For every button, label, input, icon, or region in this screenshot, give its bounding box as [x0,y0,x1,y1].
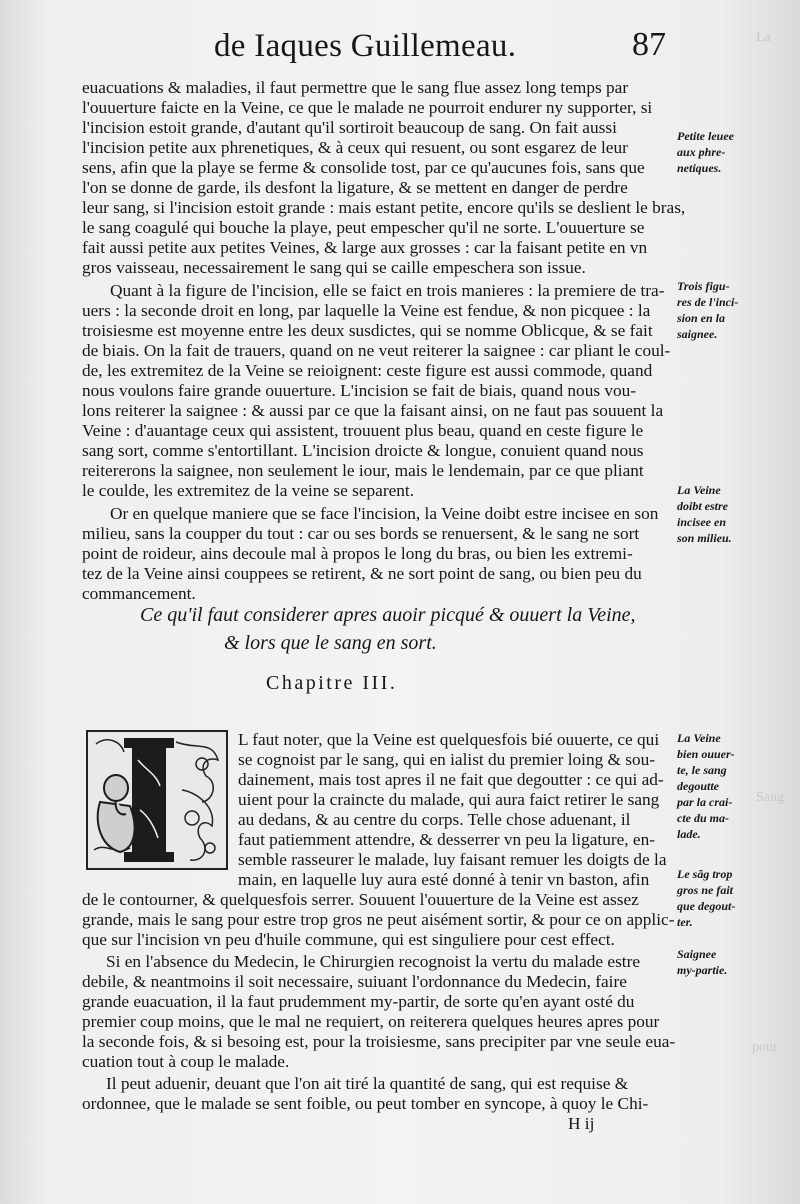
text-line: troisiesme est moyenne entre les deux susdictes, qui se nomme Oblicque, & se fait [82,321,653,340]
bleed-through-text: pour [752,1040,778,1055]
text-line: au dedans, & au centre du corps. Telle chose aduenant, il [238,810,631,829]
text-line: Si en l'absence du Medecin, le Chirurgien recognoist la vertu du malade estre [106,952,641,971]
text-line: Quant à la figure de l'incision, elle se faict en trois manieres : la premiere de tra- [110,281,665,300]
text-line: dainement, mais tost apres il ne fait que degoutter : ce qui ad- [238,770,664,789]
book-page: La Sang pour de Iaques Guillemeau. 87 euacuations & maladies, il faut permettre que le sang flue assez long temps par l'ouuerture faicte en la Veine, ce que le malade ne pourroit endurer ny supporter, si l'incision estoit grande, d'autant qu'il sortiroit beaucoup de sang. On fait aussi l'incision petite aux phrenetiques, & à ceux qui resuent, ou sont esgarez de leur sens, afin que la playe se ferme & consolide tost, par ce qu'aucunes fois, sans que l'on se donne de garde, ils desfont la ligature, & se mettent en danger de perdre leur sang, si l'incision estoit grande : mais estant petite, encore qu'ils se deslient le bras, le sang coagulé qui bouche la playe, peut empescher qu'il ne sorte. L'ouuerture se fait aussi petite aux petites Veines, & large aux grosses : car la faisant petite en vn gros vaisseau, necessairement le sang qui se caille empeschera son issue. Quant à la figure de l'incision, elle se faict en trois manieres : la premiere de tra- uers : la seconde droit en long, par laquelle la Veine est fendue, & non picquee : la troisiesme est moyenne entre les deux susdictes, qui se nomme Oblicque, & se fait de biais. On la fait de trauers, quand on ne veut reiterer la saignee : car pliant le coul- de, les extremitez de la Veine se reioignent: ceste figure est aussi commode, quand nous voulons faire grande ouuerture. L'incision se fait de biais, quand nous vou- lons reiterer la saignee : & aussi par ce que la faisant ainsi, on ne faut pas souuent la Veine : d'auantage ceux qui assistent, trouuent plus beau, quand en ceste figure le sang sort, comme s'entortillant. L'incision droicte & longue, conuient quand nous reitererons la saignee, non seulement le iour, mais le lendemain, par ce que pliant le coulde, les extremitez de la veine se separent. Or en quelque maniere que se face l'incision, la Veine doibt estre incisee en son milieu, sans la coupper du tout : car ou ses bords se renuersent, & le sang ne sort point de roideur, ains decoule mal à propos le long du bras, ou bien les extremi- tez de la Veine ainsi couppees se retirent, & ne sort point de sang, ou bien peu du commancement. Ce qu'il faut considerer apres auoir picqué & ouuert la Veine, & lors que le sang en sort. Chapitre III. L faut noter, que la Veine est quelquesfois bié ouuerte, ce qui se cognoist par le sang, qui en ialist du premier loing & sou- dainement, mais tost apres il ne fait que degoutter : ce qui ad- uient pour la craincte du malade, qui aura faict retirer le sang au dedans, & au centre du corps. Telle chose aduenant, il faut patiemment attendre, & desserrer vn peu la ligature, en- semble rasseurer le malade, luy faisant remuer les doigts de la main, en laquelle luy aura esté donné à tenir vn baston, afin de le contourner, & quelquesfois serrer. Souuent l'ouuerture de la Veine est assez grande, mais le sang pour estre trop gros ne peut aisément sortir, & pour ce on applic- que sur l'incision vn peu d'huile commune, qui est singuliere pour cest effect. Si en l'absence du Medecin, le Chirurgien recognoist la vertu du malade estre debile, & neantmoins il soit necessaire, suiuant l'ordonnance du Medecin, faire grande euacuation, il la faut prudemment my-partir, de sorte qu'en ayant osté du premier coup moins, que le mal ne requiert, on reiterera quelques heures apres pour la seconde fois, & si besoing est, pour la troisiesme, sans precipiter par vne seule eua- cuation tout à coup le malade. Il peut aduenir, deuant que l'on ait tiré la quantité de sang, qui est requise & ordonnee, que le malade se sent foible, ou peut tomber en syncope, à quoy le Chi- H ij Petite leuee aux phre- netiques. Trois figu- res de l'inci- sion en la saignee. La Veine doibt estre incisee en son milieu. La Veine bien ouuer- te, le sang degoutte par la crai- cte du ma- lade. Le sãg trop gros ne fait que degout- ter. Saignee my-partie. [0,0,800,1204]
text-line: ordonnee, que le malade se sent foible, ou peut tomber en syncope, à quoy le Chi- [82,1094,649,1113]
text-line: reitererons la saignee, non seulement le iour, mais le lendemain, par ce que pliant [82,461,644,480]
text-line: Veine : d'auantage ceux qui assistent, trouuent plus beau, quand en ceste figure le [82,421,644,440]
section-heading-line: Ce qu'il faut considerer apres auoir picqué & ouuert la Veine, [140,604,636,626]
text-line: fait aussi petite aux petites Veines, & large aux grosses : car la faisant petite en vn [82,238,648,257]
chapter-heading: Chapitre III. [266,672,398,694]
text-line: milieu, sans la coupper du tout : car ou ses bords se renuersent, & le sang ne sort [82,524,640,543]
page-number: 87 [632,26,666,63]
decorated-initial-i-image [86,730,228,870]
text-line: uient pour la craincte du malade, qui aura faict retirer le sang [238,790,660,809]
text-line: commancement. [82,584,196,603]
text-line: lons reiterer la saignee : & aussi par ce que la faisant ainsi, on ne faut pas souuent la [82,401,664,420]
section-heading-line: & lors que le sang en sort. [224,632,437,654]
running-header-title: de Iaques Guillemeau. [214,28,517,64]
signature-mark: H ij [568,1114,595,1133]
text-line: le sang coagulé qui bouche la playe, peut empescher qu'il ne sorte. L'ouuerture se [82,218,645,237]
text-line: l'on se donne de garde, ils desfont la ligature, & se mettent en danger de perdre [82,178,628,197]
text-line: cuation tout à coup le malade. [82,1052,290,1071]
text-line: uers : la seconde droit en long, par laquelle la Veine est fendue, & non picquee : la [82,301,651,320]
text-line: de, les extremitez de la Veine se reioignent: ceste figure est aussi commode, quand [82,361,653,380]
text-line: l'ouuerture faicte en la Veine, ce que le malade ne pourroit endurer ny supporter, si [82,98,653,117]
text-line: Or en quelque maniere que se face l'incision, la Veine doibt estre incisee en son [110,504,659,523]
text-line: grande euacuation, il la faut prudemment my-partir, de sorte qu'en ayant osté du [82,992,635,1011]
text-line: faut patiemment attendre, & desserrer vn peu la ligature, en- [238,830,655,849]
text-line: point de roideur, ains decoule mal à propos le long du bras, ou bien les extremi- [82,544,633,563]
bleed-through-text: La [756,30,771,45]
text-line: premier coup moins, que le mal ne requiert, on reiterera quelques heures apres pour [82,1012,660,1031]
text-line: leur sang, si l'incision estoit grande : mais estant petite, encore qu'ils se deslient le bras, [82,198,686,217]
text-line: l'incision petite aux phrenetiques, & à ceux qui resuent, ou sont esgarez de leur [82,138,628,157]
text-line: la seconde fois, & si besoing est, pour la troisiesme, sans precipiter par vne seule eua- [82,1032,676,1051]
text-line: semble rasseurer le malade, luy faisant remuer les doigts de la [238,850,667,869]
text-line: nous voulons faire grande ouuerture. L'incision se fait de biais, quand nous vou- [82,381,637,400]
text-line: sang sort, comme s'entortillant. L'incision droicte & longue, conuient quand nous [82,441,644,460]
bleed-through-text: Sang [756,790,784,805]
text-line: de biais. On la fait de trauers, quand on ne veut reiterer la saignee : car pliant le coul- [82,341,671,360]
text-line: sens, afin que la playe se ferme & consolide tost, par ce qu'aucunes fois, sans que [82,158,645,177]
text-line: tez de la Veine ainsi couppees se retirent, & ne sort point de sang, ou bien peu du [82,564,642,583]
text-line: Il peut aduenir, deuant que l'on ait tiré la quantité de sang, qui est requise & [106,1074,629,1093]
text-line: euacuations & maladies, il faut permettre que le sang flue assez long temps par [82,78,629,97]
text-line: debile, & neantmoins il soit necessaire, suiuant l'ordonnance du Medecin, faire [82,972,627,991]
text-line: se cognoist par le sang, qui en ialist du premier loing & sou- [238,750,656,769]
text-line: que sur l'incision vn peu d'huile commune, qui est singuliere pour cest effect. [82,930,615,949]
text-line: grande, mais le sang pour estre trop gros ne peut aisément sortir, & pour ce on applic- [82,910,675,929]
text-line: main, en laquelle luy aura esté donné à tenir vn baston, afin [238,870,650,889]
text-line: L faut noter, que la Veine est quelquesfois bié ouuerte, ce qui [238,730,660,749]
text-line: le coulde, les extremitez de la veine se separent. [82,481,415,500]
text-line: de le contourner, & quelquesfois serrer. Souuent l'ouuerture de la Veine est assez [82,890,639,909]
text-line: gros vaisseau, necessairement le sang qui se caille empeschera son issue. [82,258,586,277]
text-line: l'incision estoit grande, d'autant qu'il sortiroit beaucoup de sang. On fait aussi [82,118,617,137]
